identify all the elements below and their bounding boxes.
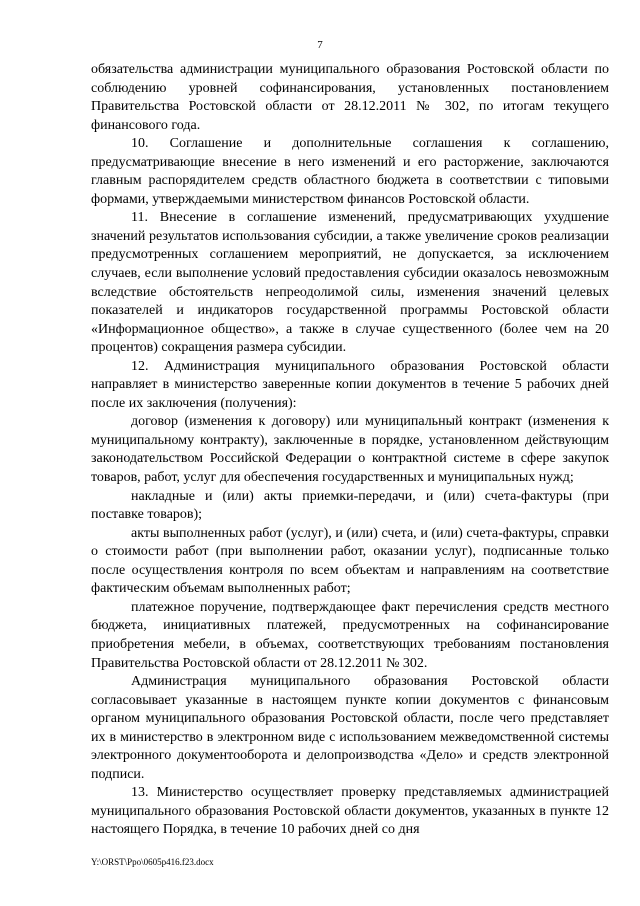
paragraph-payment-order: платежное поручение, подтверждающее факт перечисления средств местного бюджета, инициативных платежей, предусмотренных на софинансирование приобретения мебели, в объемах, соответствующих требованиям постановления Правительства Ростовской области от 28.12.2011 № 302. — [91, 599, 609, 671]
paragraph-item-13: 13. Министерство осуществляет проверку представляемых администрацией муниципального образования Ростовской области документов, указанных в пункте 12 настоящего Порядка, в течение 10 рабочих дней со дня — [91, 785, 609, 838]
paragraph-contract-docs: договор (изменения к договору) или муниципальный контракт (изменения к муниципальному контракту), заключенные в порядке, установленном действующим законодательством Российской Федерации о контрактной системе в сфере закупок товаров, работ, услуг для обеспечения государственных и муниципальных нужд; — [91, 414, 609, 486]
paragraph-item-11: 11. Внесение в соглашение изменений, предусматривающих ухудшение значений результатов использования субсидии, а также увеличение сроков реализации предусмотренных соглашением мероприятий, не допускается, за исключением случаев, если выполнение условий предоставления субсидии оказалось невозможным вследствие обстоятельств непреодолимой силы, изменения значений целевых показателей и индикаторов государственной программы Ростовской области «Информационное общество», а также в случае существенного (более чем на 20 процентов) сокращения размера субсидии. — [91, 210, 609, 356]
paragraph-item-12: 12. Администрация муниципального образования Ростовской области направляет в министерство заверенные копии документов в течение 5 рабочих дней после их заключения (получения): — [91, 358, 609, 411]
paragraph-delivery-docs: накладные и (или) акты приемки-передачи, и (или) счета-фактуры (при поставке товаров); — [91, 488, 609, 523]
footer-file-path: Y:\ORST\Ppo\0605p416.f23.docx — [91, 857, 214, 867]
paragraph-item-10: 10. Соглашение и дополнительные соглашения к соглашению, предусматривающие внесение в него изменений и его расторжение, заключаются главным распорядителем средств областного бюджета в соответствии с типовыми формами, утверждаемыми министерством финансов Ростовской области. — [91, 136, 609, 207]
paragraph-continuation: обязательства администрации муниципального образования Ростовской области по соблюдению уровней софинансирования, установленных постановлением Правительства Ростовской области от 28.12.2011 № 302, по итогам текущего финансового года. — [91, 62, 609, 133]
paragraph-work-acts: акты выполненных работ (услуг), и (или) счета, и (или) счета-фактуры, справки о стоимости работ (при выполнении работ, оказании услуг), подписанные только после осуществления контроля по всем объектам и направлениям на соответствие фактическим объемам выполненных работ; — [91, 525, 609, 597]
paragraph-approval: Администрация муниципального образования Ростовской области согласовывает указанные в настоящем пункте копии документов с финансовым органом муниципального образования Ростовской области, после чего представляет их в министерство в электронном виде с использованием межведомственной системы электронного документооборота и делопроизводства «Дело» и средств электронной подписи. — [91, 674, 609, 782]
document-body — [91, 61, 609, 840]
page-number: 7 — [317, 39, 323, 51]
